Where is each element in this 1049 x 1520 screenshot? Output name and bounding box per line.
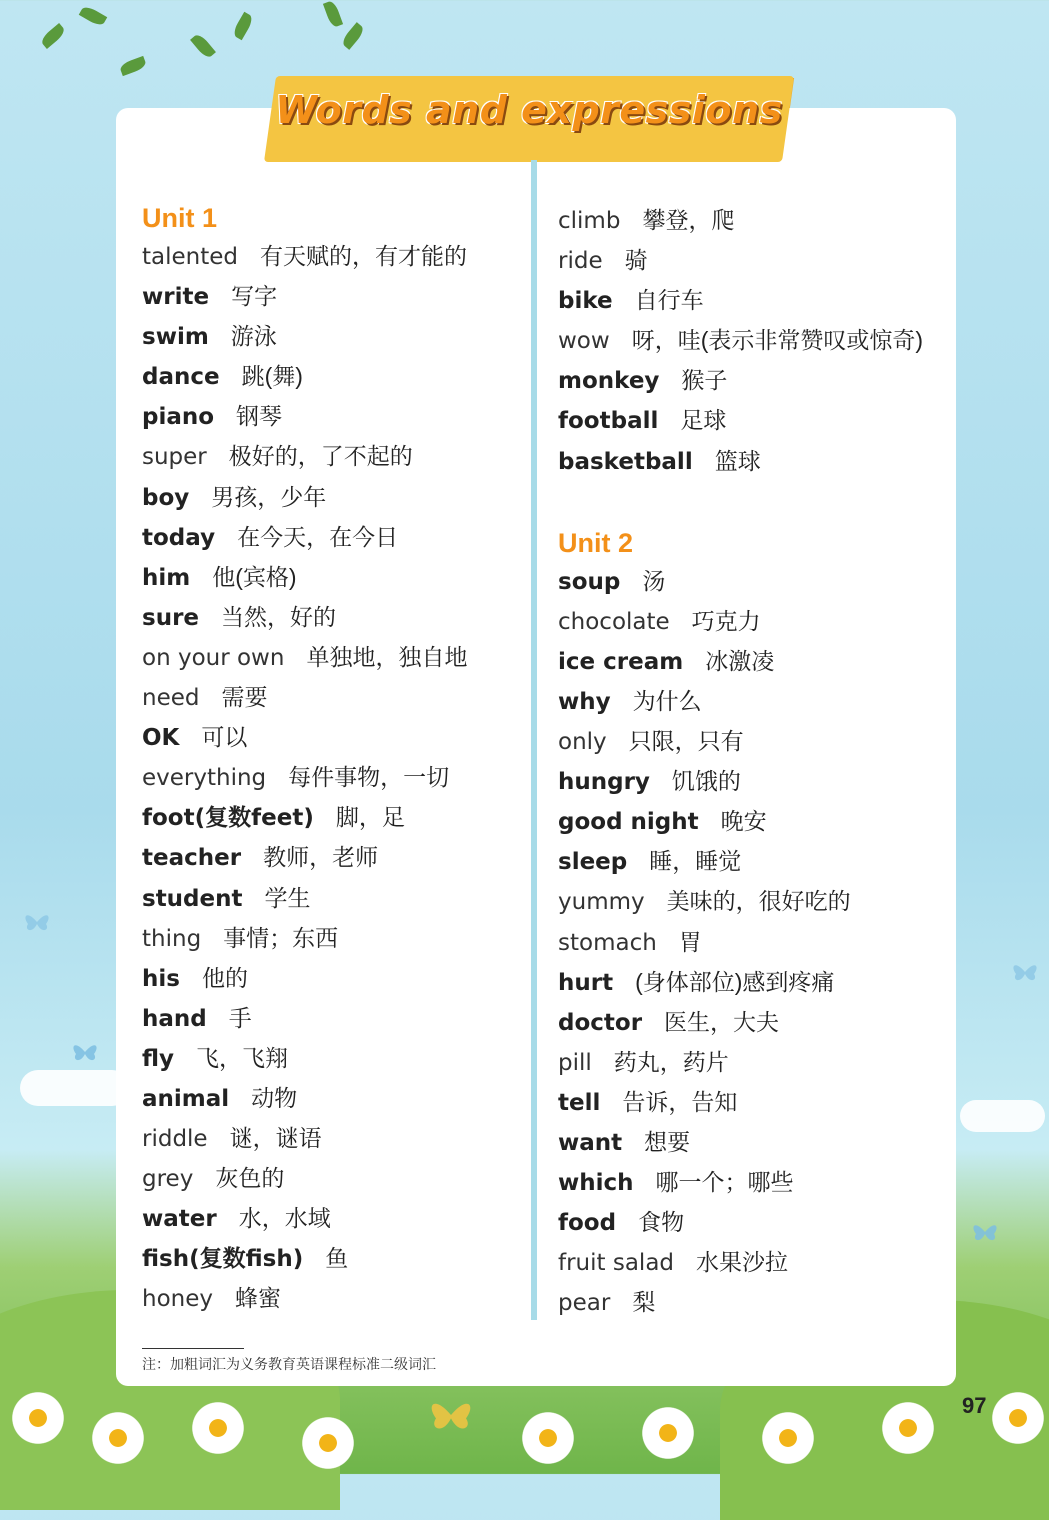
- entry-word: football: [558, 408, 659, 435]
- vocabulary-entry: [142, 918, 467, 958]
- footnote: 注：加粗词汇为义务教育英语课程标准二级词汇: [142, 1357, 436, 1373]
- entry-word: thing: [142, 925, 202, 952]
- butterfly-icon: [1010, 960, 1040, 984]
- entry-meaning: 飞，飞翔: [196, 1044, 289, 1071]
- leaf-decoration: [79, 4, 108, 27]
- entry-word: everything: [142, 765, 267, 792]
- vocabulary-entry: [558, 441, 923, 481]
- entry-meaning: 告诉，告知: [622, 1088, 738, 1115]
- page-number: 97: [962, 1393, 987, 1418]
- vocabulary-entry: [142, 1278, 467, 1318]
- vocabulary-entry: [558, 320, 923, 360]
- vocabulary-entry: [142, 1198, 467, 1238]
- leaf-decoration: [119, 56, 148, 76]
- entry-meaning: 蜂蜜: [235, 1285, 281, 1312]
- daisy-flower: [990, 1390, 1046, 1446]
- vocabulary-column-right: [558, 200, 923, 1322]
- entry-word: basketball: [558, 448, 693, 475]
- entry-meaning: 他(宾格): [212, 563, 297, 590]
- vocabulary-entry: [142, 597, 467, 637]
- entry-word: student: [142, 885, 243, 912]
- vocabulary-entry: [558, 1082, 923, 1122]
- leaf-decoration: [323, 0, 343, 28]
- vocabulary-entry: [142, 637, 467, 677]
- entry-word: doctor: [558, 1009, 643, 1036]
- vocabulary-entry: [142, 436, 467, 476]
- vocabulary-entry: [142, 717, 467, 757]
- entry-word: sleep: [558, 849, 628, 876]
- vocabulary-entry: [558, 1162, 923, 1202]
- entry-meaning: 攀登，爬: [642, 207, 735, 233]
- entry-meaning: 汤: [642, 567, 666, 594]
- vocabulary-entry: [558, 1282, 923, 1322]
- entry-meaning: 医生，大夫: [664, 1008, 780, 1035]
- column-divider: [531, 160, 537, 1320]
- entry-meaning: 可以: [201, 724, 248, 751]
- entry-word: wow: [558, 328, 610, 355]
- butterfly-icon: [425, 1395, 477, 1435]
- vocabulary-entry: [558, 561, 923, 601]
- entry-meaning: 需要: [221, 684, 268, 711]
- vocabulary-entry: [558, 761, 923, 801]
- vocabulary-entry: [142, 276, 467, 316]
- vocabulary-entry: [142, 1158, 467, 1198]
- vocabulary-entry: [558, 681, 923, 721]
- vocabulary-entry: [558, 841, 923, 881]
- entry-word: OK: [142, 725, 180, 752]
- cloud: [960, 1100, 1045, 1132]
- entry-meaning: 哪一个；哪些: [655, 1169, 794, 1196]
- vocabulary-entry: [558, 721, 923, 761]
- entry-word: soup: [558, 568, 621, 595]
- butterfly-icon: [22, 910, 52, 934]
- entry-meaning: 为什么: [632, 687, 702, 714]
- entry-word: yummy: [558, 889, 645, 916]
- footnote-rule: [142, 1348, 244, 1349]
- vocabulary-entry: [558, 962, 923, 1002]
- vocabulary-entry: [558, 1002, 923, 1042]
- entry-word: his: [142, 965, 180, 992]
- daisy-flower: [640, 1405, 696, 1461]
- entry-meaning: 每件事物，一切: [288, 764, 450, 791]
- entry-meaning: 手: [228, 1004, 252, 1031]
- vocabulary-entry: [558, 400, 923, 440]
- vocabulary-entry: [558, 881, 923, 921]
- leaf-decoration: [231, 12, 254, 41]
- entry-word: stomach: [558, 929, 657, 956]
- entry-word: need: [142, 685, 200, 712]
- vocabulary-entry: [558, 1042, 923, 1082]
- vocabulary-entry: [142, 356, 467, 396]
- vocabulary-entry: [558, 1122, 923, 1162]
- entry-meaning: 胃: [678, 928, 702, 955]
- vocabulary-entry: [558, 801, 923, 841]
- entry-meaning: 想要: [644, 1128, 691, 1155]
- entry-meaning: 水果沙拉: [696, 1249, 789, 1276]
- butterfly-icon: [970, 1220, 1000, 1244]
- entry-word: why: [558, 688, 611, 715]
- daisy-flower: [760, 1410, 816, 1466]
- entry-word: grey: [142, 1166, 194, 1193]
- entry-word: which: [558, 1170, 634, 1197]
- entry-word: fly: [142, 1045, 175, 1072]
- entry-meaning: (身体部位)感到疼痛: [635, 968, 835, 995]
- entry-word: food: [558, 1210, 617, 1237]
- vocabulary-entry: [142, 837, 467, 877]
- leaf-decoration: [190, 32, 216, 60]
- entry-word: today: [142, 524, 216, 551]
- entry-word: riddle: [142, 1126, 208, 1153]
- cloud: [20, 1070, 130, 1106]
- vocabulary-entry: [142, 517, 467, 557]
- entry-word: hurt: [558, 969, 614, 996]
- leaf-decoration: [39, 23, 67, 49]
- entry-meaning: 晚安: [720, 808, 767, 835]
- vocabulary-entry: [142, 236, 467, 276]
- daisy-flower: [90, 1410, 146, 1466]
- vocabulary-entry: [558, 200, 923, 240]
- vocabulary-entry: [558, 240, 923, 280]
- entry-meaning: 药丸，药片: [613, 1048, 729, 1075]
- entry-word: on your own: [142, 644, 285, 671]
- daisy-flower: [300, 1415, 356, 1471]
- unit-title: Unit 2: [558, 527, 634, 558]
- entry-meaning: 饥饿的: [671, 768, 741, 795]
- vocabulary-entry: [142, 998, 467, 1038]
- entry-meaning: 他的: [201, 964, 248, 991]
- entry-meaning: 睡，睡觉: [649, 848, 742, 875]
- leaf-decoration: [340, 22, 366, 50]
- entry-word: fruit salad: [558, 1250, 675, 1277]
- entry-word: boy: [142, 484, 190, 511]
- entry-meaning: 在今天，在今日: [237, 523, 399, 550]
- daisy-flower: [520, 1410, 576, 1466]
- entry-meaning: 鱼: [325, 1245, 349, 1272]
- entry-meaning: 自行车: [634, 287, 704, 314]
- entry-meaning: 脚，足: [335, 804, 405, 831]
- vocabulary-entry: [558, 280, 923, 320]
- vocabulary-entry: [142, 477, 467, 517]
- entry-word: pear: [558, 1290, 611, 1317]
- vocabulary-entry: [142, 757, 467, 797]
- vocabulary-entry: [142, 878, 467, 918]
- entry-word: sure: [142, 604, 200, 631]
- vocabulary-entry: [558, 601, 923, 641]
- entry-word: only: [558, 729, 607, 756]
- entry-meaning: 教师，老师: [263, 844, 379, 871]
- entry-meaning: 跳(舞): [241, 363, 303, 390]
- vocabulary-entry: [142, 396, 467, 436]
- entry-meaning: 篮球: [714, 447, 761, 474]
- entry-word: bike: [558, 288, 613, 315]
- vocabulary-entry: [558, 922, 923, 962]
- vocabulary-entry: [142, 958, 467, 998]
- entry-word: write: [142, 284, 210, 311]
- entry-meaning: 动物: [251, 1084, 298, 1111]
- entry-word: dance: [142, 364, 220, 391]
- entry-meaning: 梨: [632, 1289, 656, 1316]
- entry-word: monkey: [558, 368, 660, 395]
- entry-word: hand: [142, 1005, 207, 1032]
- entry-meaning: 食物: [638, 1209, 685, 1236]
- entry-word: talented: [142, 244, 238, 270]
- vocabulary-column-left: [142, 200, 467, 1319]
- entry-meaning: 巧克力: [691, 607, 761, 634]
- entry-meaning: 学生: [264, 884, 311, 911]
- entry-meaning: 冰激凌: [705, 647, 775, 674]
- vocabulary-entry: [142, 1238, 467, 1278]
- entry-meaning: 事情；东西: [223, 924, 339, 951]
- vocabulary-entry: [558, 1242, 923, 1282]
- entry-word: foot(复数feet): [142, 805, 314, 832]
- entry-word: animal: [142, 1085, 230, 1112]
- entry-word: good night: [558, 809, 699, 836]
- daisy-flower: [880, 1400, 936, 1456]
- entry-word: pill: [558, 1049, 592, 1076]
- entry-meaning: 只限，只有: [628, 728, 744, 755]
- vocabulary-entry: [142, 557, 467, 597]
- vocabulary-entry: [558, 1202, 923, 1242]
- entry-word: swim: [142, 324, 209, 351]
- entry-meaning: 猴子: [681, 367, 728, 394]
- entry-word: ice cream: [558, 648, 684, 675]
- entry-word: want: [558, 1129, 623, 1156]
- vocabulary-entry: [142, 1118, 467, 1158]
- vocabulary-entry: [558, 360, 923, 400]
- entry-word: climb: [558, 208, 621, 234]
- entry-meaning: 美味的，很好吃的: [666, 888, 851, 915]
- entry-word: water: [142, 1206, 217, 1233]
- daisy-flower: [10, 1390, 66, 1446]
- entry-meaning: 极好的，了不起的: [228, 443, 413, 470]
- entry-word: him: [142, 564, 191, 591]
- vocabulary-entry: [142, 677, 467, 717]
- butterfly-icon: [70, 1040, 100, 1064]
- entry-meaning: 谜，谜语: [229, 1125, 322, 1152]
- entry-meaning: 钢琴: [236, 403, 283, 430]
- entry-meaning: 足球: [680, 407, 727, 434]
- vocabulary-entry: [142, 316, 467, 356]
- vocabulary-entry: [558, 641, 923, 681]
- entry-word: piano: [142, 404, 215, 431]
- entry-meaning: 水，水域: [238, 1205, 331, 1232]
- entry-word: honey: [142, 1286, 213, 1313]
- vocabulary-entry: [142, 797, 467, 837]
- entry-word: tell: [558, 1089, 601, 1116]
- entry-meaning: 骑: [624, 247, 648, 274]
- entry-word: super: [142, 444, 207, 471]
- entry-meaning: 有天赋的，有才能的: [260, 243, 467, 269]
- vocabulary-entry: [142, 1078, 467, 1118]
- entry-word: hungry: [558, 769, 650, 796]
- vocabulary-entry: [142, 1038, 467, 1078]
- entry-meaning: 游泳: [230, 323, 277, 350]
- entry-word: ride: [558, 248, 603, 275]
- entry-word: teacher: [142, 845, 242, 872]
- unit-title: Unit 1: [142, 203, 218, 233]
- entry-word: chocolate: [558, 608, 670, 635]
- daisy-flower: [190, 1400, 246, 1456]
- entry-meaning: 男孩，少年: [211, 483, 327, 510]
- entry-meaning: 写字: [231, 283, 278, 310]
- entry-meaning: 呀，哇(表示非常赞叹或惊奇): [631, 327, 924, 354]
- entry-meaning: 当然，好的: [221, 603, 337, 630]
- entry-meaning: 灰色的: [215, 1165, 285, 1192]
- entry-word: fish(复数fish): [142, 1246, 304, 1273]
- page-title: Words and expressions: [275, 88, 783, 132]
- entry-meaning: 单独地，独自地: [306, 643, 468, 670]
